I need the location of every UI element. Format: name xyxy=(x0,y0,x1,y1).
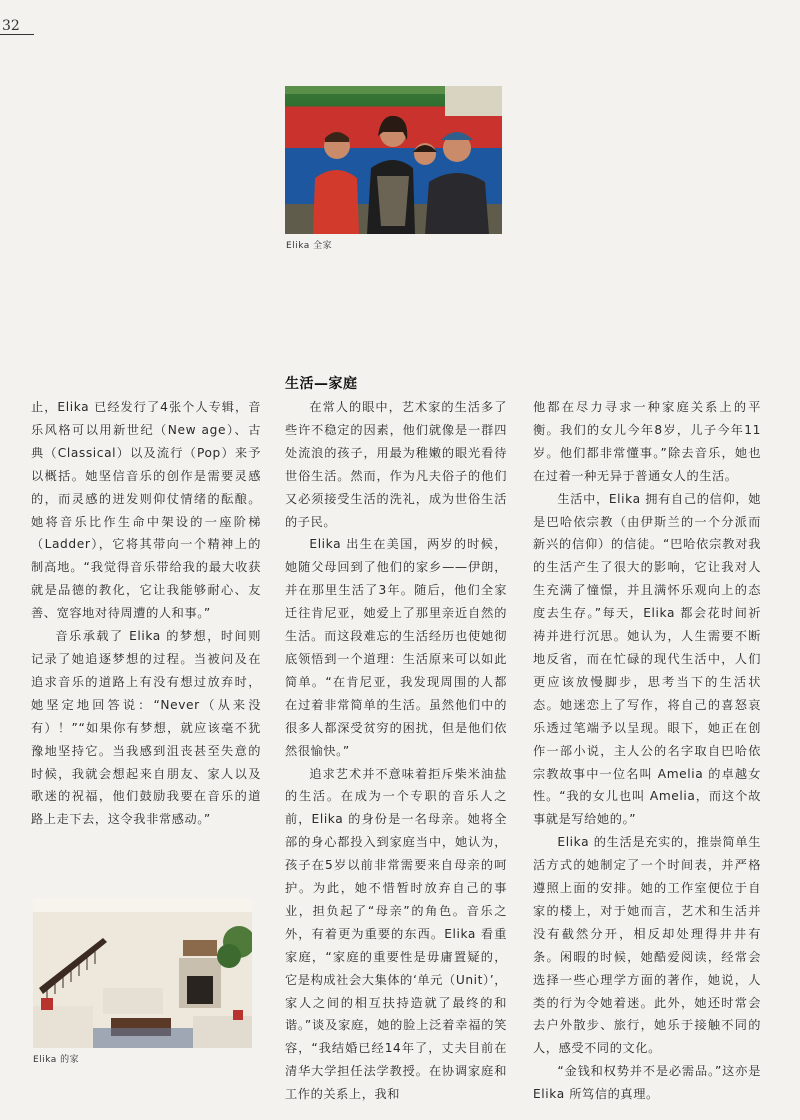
home-interior-photo xyxy=(33,898,252,1048)
text-column-1 xyxy=(31,396,261,831)
family-photo xyxy=(285,86,502,234)
paragraph: 追求艺术并不意味着拒斥柴米油盐的生活。在成为一个专职的音乐人之前，Elika 的身份是一名母亲。她将全部的身心都投入到家庭当中，她认为，孩子在5岁以前非常需要来自母亲的呵护。为此，她不惜暂时放弃自己的事业，担负起了“母亲”的角色。音乐之外，有着更为重要的东西。Elika 看重家庭，“家庭的重要性是毋庸置疑的，它是构成社会大集体的‘单元（Unit）’，家人之间的相互扶持造就了最终的和谐。”谈及家庭，她的脸上泛着幸福的笑容，“我结婚已经14年了，丈夫目前在清华大学担任法学教授。在协调家庭和工作的关系上，我和 xyxy=(285,766,507,1102)
top-photo-caption: Elika 全家 xyxy=(286,241,333,251)
paragraph: 生活中，Elika 拥有自己的信仰，她是巴哈依宗教（由伊斯兰的一个分派而新兴的信仰）的信徒。“巴哈依宗教对我的生活产生了很大的影响，它让我对人生充满了憧憬，并且满怀乐观向上的态度去生存。”每天，Elika 都会花时间祈祷并进行沉思。她认为，人生需要不断地反省，而在忙碌的现代生活中，人们更应该放慢脚步，思考当下的生活状态。她迷恋上了写作，将自己的喜怒哀乐透过笔端予以呈现。眼下，她正在创作一部小说，主人公的名字取自巴哈依宗教故事中一位名叫 Amelia 的卓越女性。“我的女儿也叫 Amelia，而这个故事就是写给她的。” xyxy=(533,491,761,827)
paragraph: “金钱和权势并不是必需品。”这亦是 Elika 所笃信的真理。 xyxy=(533,1064,761,1102)
text-column-3 xyxy=(533,396,761,1106)
paragraph: Elika 出生在美国，两岁的时候，她随父母回到了他们的家乡——伊朗，并在那里生活了3年。随后，他们全家迁往肯尼亚，她爱上了那里亲近自然的生活。而这段难忘的生活经历也使她彻底领悟到一个道理：生活原来可以如此简单。“在肯尼亚，我发现周围的人都在过着非常简单的生活。虽然他们中的很多人都深受贫穷的困扰，但是他们依然很愉快。” xyxy=(285,537,507,758)
text-column-2 xyxy=(285,396,507,1106)
paragraph: 止，Elika 已经发行了4张个人专辑，音乐风格可以用新世纪（New age）、古典（Classical）以及流行（Pop）来予以概括。她坚信音乐的创作是需要灵感的，而灵感的迸发则仰仗情绪的酝酿。她将音乐比作生命中架设的一座阶梯（Ladder），它将其带向一个精神上的制高地。“我觉得音乐带给我的最大收获就是品德的教化，它让我能够耐心、友善、宽容地对待周遭的人和事。” xyxy=(31,400,261,621)
paragraph: 在常人的眼中，艺术家的生活多了些许不稳定的因素，他们就像是一群四处流浪的孩子，用最为稚嫩的眼光看待世俗生活。然而，作为凡夫俗子的他们又必须接受生活的洗礼，成为世俗生活的子民。 xyxy=(285,400,507,529)
paragraph: 他都在尽力寻求一种家庭关系上的平衡。我们的女儿今年8岁，儿子今年11岁。他们都非常懂事。”除去音乐，她也在过着一种无异于普通女人的生活。 xyxy=(533,400,761,483)
section-heading: 生活—家庭 xyxy=(285,376,358,392)
paragraph: 音乐承载了 Elika 的梦想，时间则记录了她追逐梦想的过程。当被问及在追求音乐的道路上有没有想过放弃时，她坚定地回答说：“Never（从来没有）！”“如果你有梦想，就应该毫不犹豫地坚持它。当我感到沮丧甚至失意的时候，我就会想起来自朋友、家人以及歌迷的祝福，他们鼓励我要在音乐的道路上走下去，这令我非常感动。” xyxy=(31,629,261,827)
bottom-photo-caption: Elika 的家 xyxy=(33,1055,80,1065)
paragraph: Elika 的生活是充实的，推崇简单生活方式的她制定了一个时间表，并严格遵照上面的安排。她的工作室便位于自家的楼上，对于她而言，艺术和生活并没有截然分开，相反却处理得井井有条。闲暇的时候，她酷爱阅读，经常会选择一些心理学方面的著作，她说，人类的行为令她着迷。此外，她还时常会去户外散步、旅行，她乐于接触不同的人，感受不同的文化。 xyxy=(533,835,761,1056)
page-number: 32 xyxy=(0,18,34,35)
